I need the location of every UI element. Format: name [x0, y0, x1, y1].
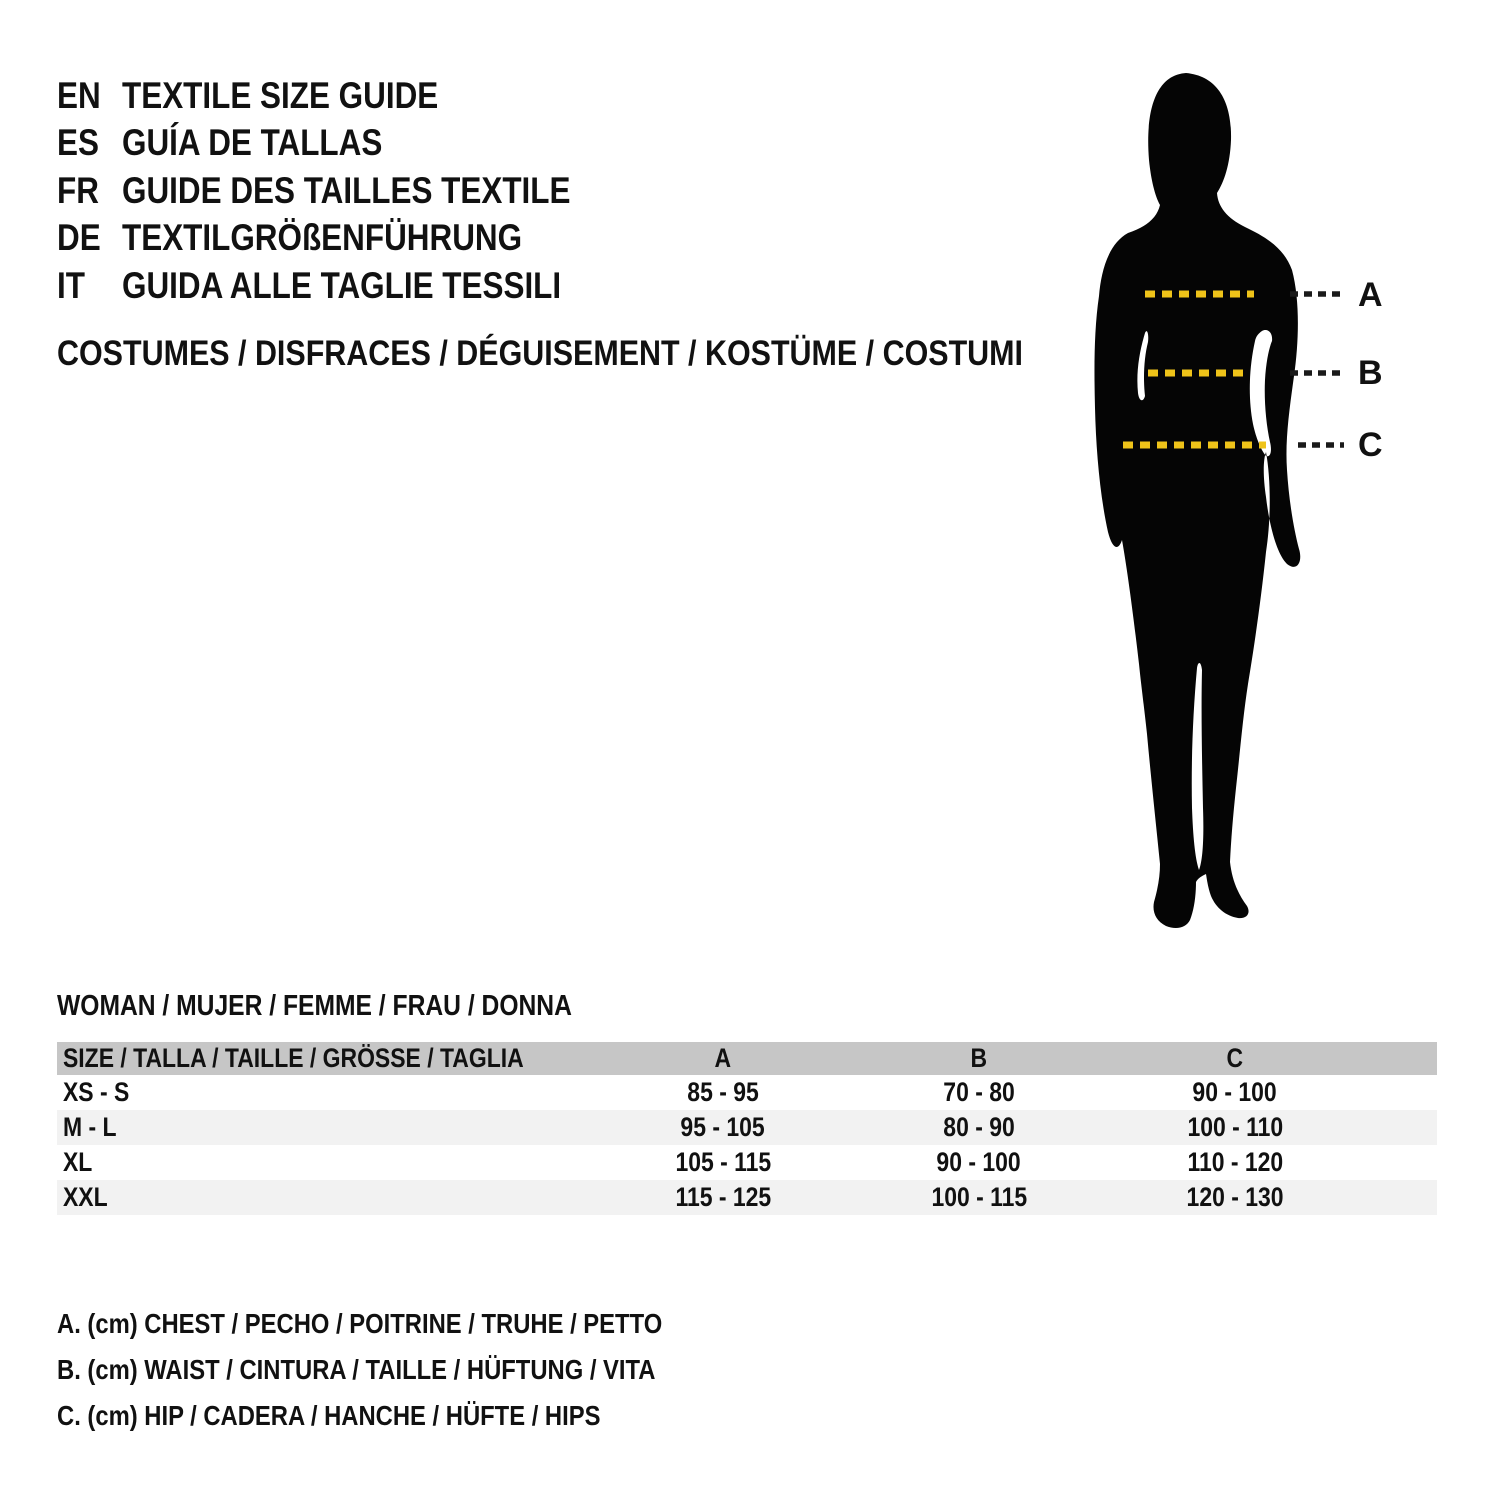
language-code: EN: [57, 74, 101, 116]
table-row-xxl: [57, 1180, 1437, 1215]
measure-label-c: C: [1358, 426, 1383, 464]
language-row-en: [57, 72, 650, 120]
measure-label-b: B: [1358, 354, 1383, 392]
note-chest: A. (cm) CHEST / PECHO / POITRINE / TRUHE / PETTO: [57, 1308, 663, 1339]
chest-range-cell: 105 - 115: [675, 1147, 771, 1177]
language-label: TEXTILGRÖßENFÜHRUNG: [122, 217, 523, 259]
chest-range-cell: 95 - 105: [680, 1112, 766, 1142]
hip-range-cell: 90 - 100: [1192, 1077, 1278, 1107]
waist-range-cell: 80 - 90: [943, 1112, 1015, 1142]
language-code: IT: [57, 264, 85, 306]
column-header-b: B: [970, 1043, 988, 1073]
table-row-m-l: [57, 1110, 1437, 1145]
hip-range-cell: 120 - 130: [1186, 1182, 1284, 1212]
language-label: GUIDA ALLE TAGLIE TESSILI: [122, 264, 562, 306]
woman-silhouette-figure: [1055, 55, 1405, 960]
size-column-header: SIZE / TALLA / TAILLE / GRÖSSE / TAGLIA: [63, 1043, 524, 1073]
column-header-a: A: [714, 1043, 732, 1073]
category-title: COSTUMES / DISFRACES / DÉGUISEMENT / KOSTÜME / COSTUMI: [57, 334, 1024, 373]
hip-range-cell: 100 - 110: [1187, 1112, 1283, 1142]
language-code: FR: [57, 169, 99, 211]
table-row-xs-s: [57, 1075, 1437, 1110]
hip-range-cell: 110 - 120: [1187, 1147, 1283, 1177]
table-row-xl: [57, 1145, 1437, 1180]
size-table-header-row: [57, 1042, 1437, 1075]
chest-range-cell: 85 - 95: [687, 1077, 759, 1107]
size-cell: XL: [63, 1147, 93, 1177]
waist-range-cell: 70 - 80: [943, 1077, 1015, 1107]
language-label: GUÍA DE TALLAS: [122, 122, 383, 164]
size-cell: M - L: [63, 1112, 117, 1142]
language-row-de: [57, 215, 650, 263]
waist-range-cell: 100 - 115: [931, 1182, 1027, 1212]
language-row-it: [57, 262, 650, 310]
language-row-fr: [57, 167, 650, 215]
note-waist: B. (cm) WAIST / CINTURA / TAILLE / HÜFTUNG / VITA: [57, 1354, 656, 1385]
language-code: ES: [57, 122, 99, 164]
language-code: DE: [57, 217, 101, 259]
note-hip: C. (cm) HIP / CADERA / HANCHE / HÜFTE / HIPS: [57, 1400, 601, 1431]
size-cell: XS - S: [63, 1077, 130, 1107]
chest-range-cell: 115 - 125: [675, 1182, 771, 1212]
column-header-c: C: [1226, 1043, 1244, 1073]
language-list: [57, 72, 650, 310]
woman-silhouette: [1094, 73, 1300, 928]
language-label: TEXTILE SIZE GUIDE: [122, 74, 439, 116]
language-label: GUIDE DES TAILLES TEXTILE: [122, 169, 571, 211]
size-cell: XXL: [63, 1182, 108, 1212]
section-title-woman: WOMAN / MUJER / FEMME / FRAU / DONNA: [57, 990, 572, 1022]
language-row-es: [57, 120, 650, 168]
measure-label-a: A: [1358, 276, 1383, 314]
measurement-figure: [1055, 55, 1405, 960]
size-table: [57, 1042, 1437, 1215]
measurement-notes: [57, 1301, 769, 1439]
waist-range-cell: 90 - 100: [936, 1147, 1022, 1177]
